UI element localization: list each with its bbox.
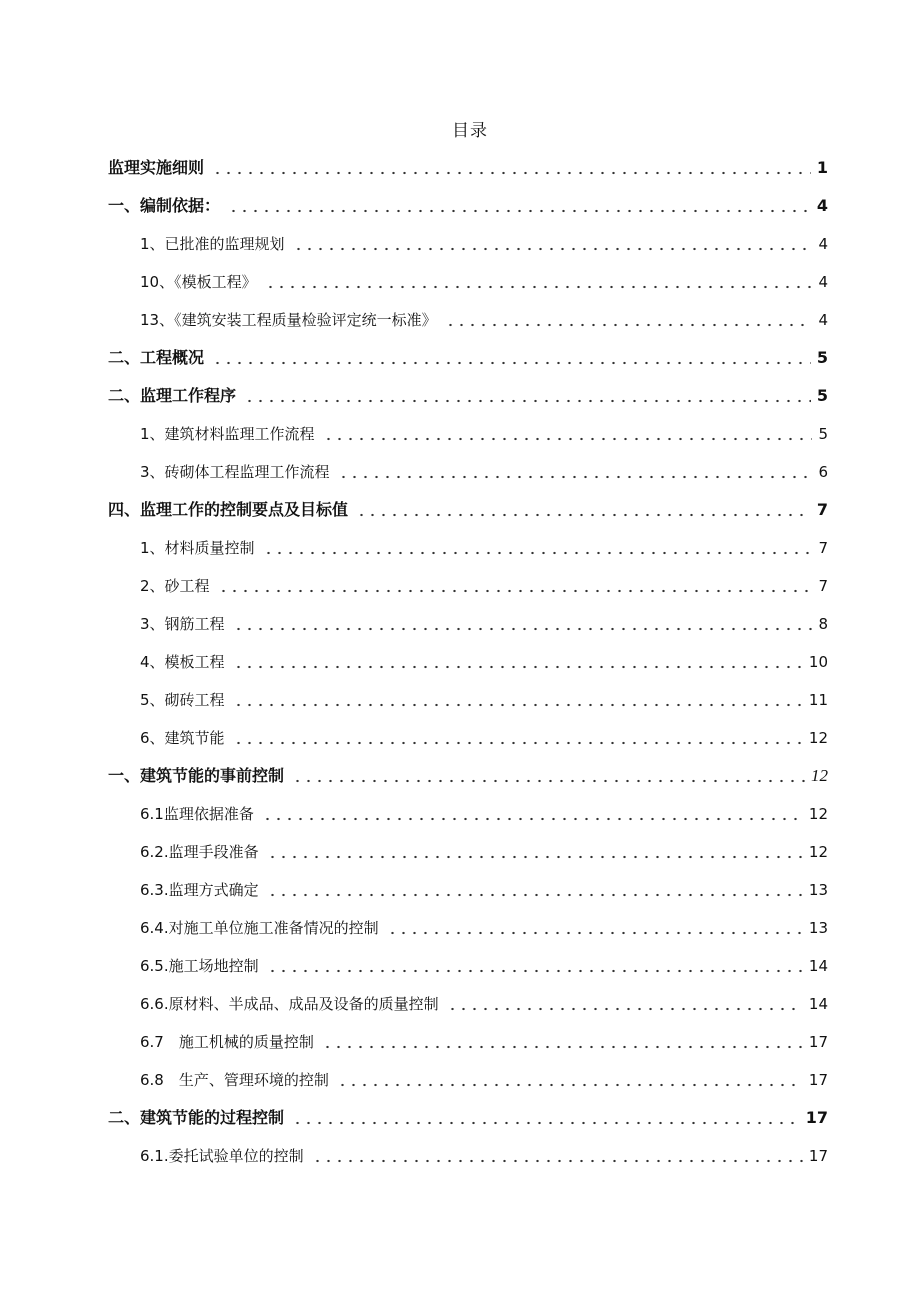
- toc-entry-page-number: 12: [811, 766, 828, 785]
- toc-dot-leader: [447, 994, 803, 1014]
- toc-entry-page-number: 12: [808, 729, 828, 747]
- toc-dot-leader: [218, 576, 813, 596]
- toc-entry-page-number: 13: [808, 881, 828, 899]
- toc-entry-label: 6.5.施工场地控制: [140, 957, 259, 975]
- toc-entry-label: 二、监理工作程序: [108, 386, 237, 405]
- toc-dot-leader: [267, 880, 803, 900]
- toc-dot-leader: [265, 272, 813, 292]
- toc-dot-leader: [338, 462, 813, 482]
- toc-entry-label: 6.8 生产、管理环境的控制: [140, 1071, 329, 1089]
- toc-dot-leader: [293, 234, 813, 254]
- toc-entry[interactable]: [108, 1097, 828, 1135]
- toc-entry[interactable]: [108, 337, 828, 375]
- toc-title: 目录: [452, 121, 488, 141]
- toc-entry[interactable]: [108, 831, 828, 869]
- toc-dot-leader: [323, 424, 813, 444]
- toc-entry-page-number: 4: [818, 311, 828, 329]
- toc-entry[interactable]: [108, 641, 828, 679]
- toc-entry-label: 10、《模板工程》: [140, 273, 257, 291]
- toc-entry-page-number: 4: [816, 196, 828, 215]
- toc-dot-leader: [233, 690, 803, 710]
- toc-entry-label: 一、建筑节能的事前控制: [108, 766, 285, 785]
- toc-entry-page-number: 5: [816, 386, 828, 405]
- toc-entry[interactable]: [108, 147, 828, 185]
- toc-dot-leader: [263, 538, 813, 558]
- toc-entry-page-number: 7: [816, 500, 828, 519]
- toc-entry-page-number: 11: [808, 691, 828, 709]
- toc-dot-leader: [292, 1108, 800, 1128]
- toc-entry-page-number: 5: [816, 348, 828, 367]
- toc-entry-page-number: 17: [808, 1033, 828, 1051]
- toc-entry-label: 监理实施细则: [108, 158, 205, 177]
- toc-dot-leader: [267, 842, 803, 862]
- toc-entry-label: 6.1监理依据准备: [140, 805, 254, 823]
- toc-dot-leader: [233, 614, 813, 634]
- toc-dot-leader: [312, 1146, 803, 1166]
- toc-entry[interactable]: [108, 755, 828, 793]
- toc-entry-page-number: 6: [818, 463, 828, 481]
- toc-entry-page-number: 12: [808, 805, 828, 823]
- toc-entry-label: 6、建筑节能: [140, 729, 225, 747]
- toc-entry-label: 6.2.监理手段准备: [140, 843, 259, 861]
- toc-entry[interactable]: [108, 983, 828, 1021]
- toc-entry[interactable]: [108, 565, 828, 603]
- toc-entry[interactable]: [108, 603, 828, 641]
- toc-entry-page-number: 17: [808, 1147, 828, 1165]
- toc-entry-label: 1、建筑材料监理工作流程: [140, 425, 315, 443]
- toc-dot-leader: [292, 766, 805, 786]
- toc-dot-leader: [212, 158, 811, 178]
- toc-entry[interactable]: [108, 717, 828, 755]
- toc-entry-page-number: 12: [808, 843, 828, 861]
- toc-entry-page-number: 4: [818, 235, 828, 253]
- toc-entry[interactable]: [108, 299, 828, 337]
- toc-dot-leader: [233, 652, 803, 672]
- toc-entry-label: 4、模板工程: [140, 653, 225, 671]
- toc-entry-page-number: 14: [808, 995, 828, 1013]
- toc-entry-page-number: 17: [808, 1071, 828, 1089]
- table-of-contents: [108, 147, 828, 1173]
- toc-entry-label: 5、砌砖工程: [140, 691, 225, 709]
- toc-entry[interactable]: [108, 375, 828, 413]
- toc-entry-label: 6.7 施工机械的质量控制: [140, 1033, 314, 1051]
- toc-entry[interactable]: [108, 489, 828, 527]
- toc-entry-page-number: 7: [818, 539, 828, 557]
- toc-dot-leader: [262, 804, 803, 824]
- toc-entry-label: 6.1.委托试验单位的控制: [140, 1147, 304, 1165]
- toc-entry-label: 二、工程概况: [108, 348, 205, 367]
- toc-entry[interactable]: [108, 527, 828, 565]
- toc-dot-leader: [267, 956, 803, 976]
- toc-entry-page-number: 5: [818, 425, 828, 443]
- toc-entry[interactable]: [108, 869, 828, 907]
- toc-entry-page-number: 4: [818, 273, 828, 291]
- toc-entry[interactable]: [108, 223, 828, 261]
- toc-dot-leader: [356, 500, 811, 520]
- toc-entry-page-number: 7: [818, 577, 828, 595]
- toc-entry[interactable]: [108, 907, 828, 945]
- toc-entry-label: 6.4.对施工单位施工准备情况的控制: [140, 919, 379, 937]
- toc-entry-page-number: 13: [808, 919, 828, 937]
- toc-entry[interactable]: [108, 451, 828, 489]
- toc-dot-leader: [233, 728, 803, 748]
- toc-entry[interactable]: [108, 1135, 828, 1173]
- toc-dot-leader: [212, 348, 811, 368]
- toc-entry[interactable]: [108, 679, 828, 717]
- toc-entry-label: 6.3.监理方式确定: [140, 881, 259, 899]
- toc-entry-label: 二、建筑节能的过程控制: [108, 1108, 285, 1127]
- toc-dot-leader: [322, 1032, 803, 1052]
- toc-dot-leader: [337, 1070, 803, 1090]
- toc-entry-label: 四、监理工作的控制要点及目标值: [108, 500, 349, 519]
- toc-entry-label: 1、材料质量控制: [140, 539, 255, 557]
- toc-entry-page-number: 8: [818, 615, 828, 633]
- toc-entry-label: 2、砂工程: [140, 577, 210, 595]
- toc-entry[interactable]: [108, 413, 828, 451]
- toc-entry-label: 3、砖砌体工程监理工作流程: [140, 463, 330, 481]
- toc-dot-leader: [387, 918, 803, 938]
- toc-dot-leader: [244, 386, 811, 406]
- toc-dot-leader: [445, 310, 813, 330]
- toc-entry-page-number: 1: [816, 158, 828, 177]
- toc-entry[interactable]: [108, 185, 828, 223]
- toc-entry-page-number: 10: [808, 653, 828, 671]
- toc-entry[interactable]: [108, 793, 828, 831]
- toc-entry-page-number: 17: [805, 1108, 828, 1127]
- toc-entry-label: 13、《建筑安装工程质量检验评定统一标准》: [140, 311, 437, 329]
- toc-dot-leader: [228, 196, 811, 216]
- toc-entry[interactable]: [108, 1059, 828, 1097]
- toc-entry-label: 一、编制依据：: [108, 196, 221, 215]
- toc-entry[interactable]: [108, 945, 828, 983]
- toc-entry-label: 1、已批准的监理规划: [140, 235, 285, 253]
- toc-entry-label: 6.6.原材料、半成品、成品及设备的质量控制: [140, 995, 439, 1013]
- toc-entry[interactable]: [108, 261, 828, 299]
- toc-entry[interactable]: [108, 1021, 828, 1059]
- toc-entry-label: 3、钢筋工程: [140, 615, 225, 633]
- toc-entry-page-number: 14: [808, 957, 828, 975]
